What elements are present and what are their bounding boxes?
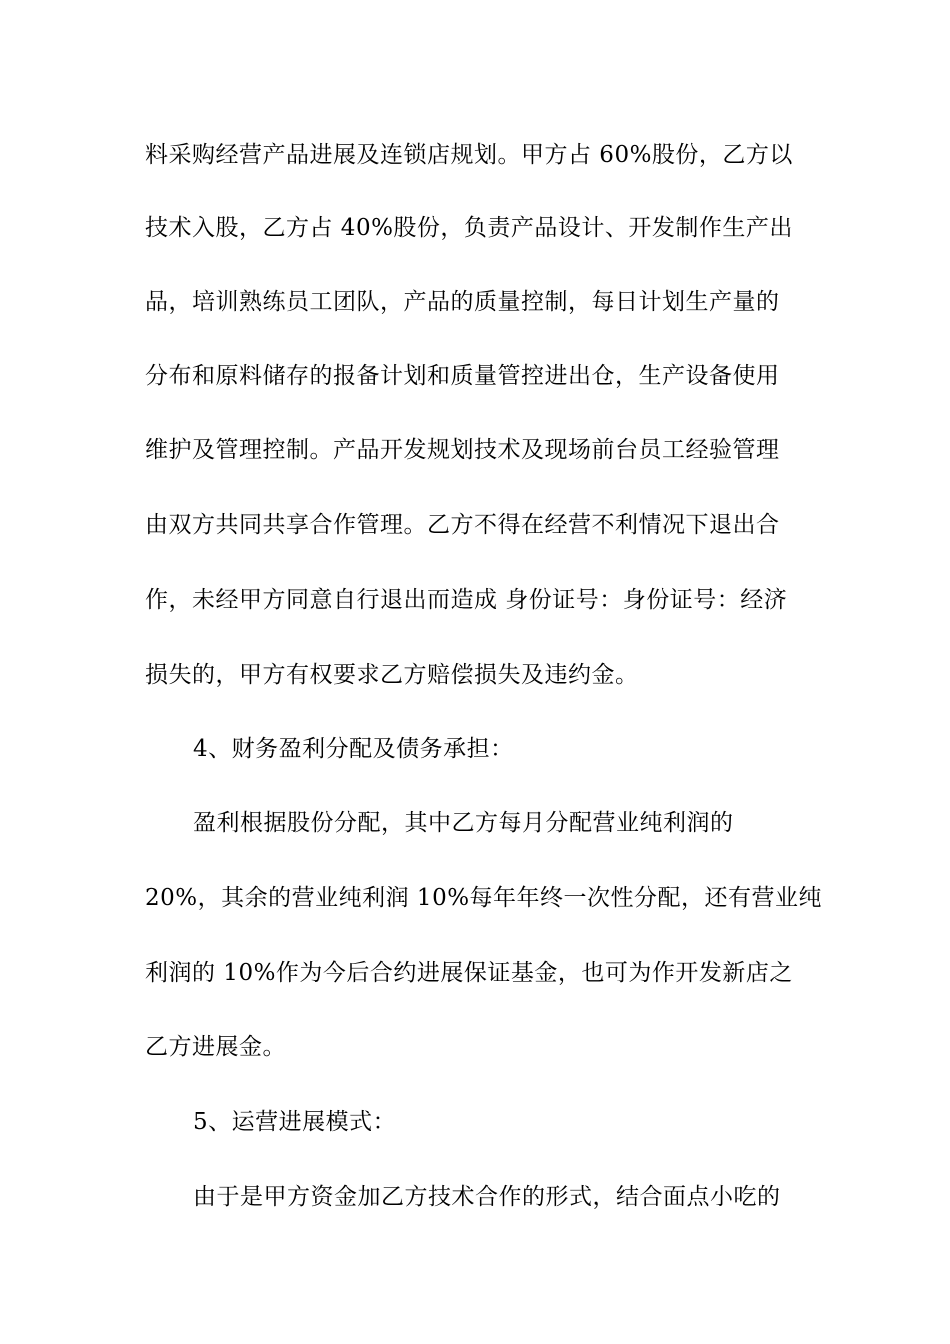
section-heading: 5、运营进展模式：: [193, 1109, 397, 1135]
paragraph-line: 分布和原料储存的报备计划和质量管控进出仓，生产设备使用: [145, 363, 780, 389]
paragraph-line: 作，未经甲方同意自行退出而造成 身份证号：身份证号：经济: [145, 587, 788, 613]
paragraph-line: 技术入股，乙方占 40%股份，负责产品设计、开发制作生产出: [145, 215, 793, 241]
paragraph-line: 利润的 10%作为今后合约进展保证基金，也可为作开发新店之: [145, 960, 793, 986]
section-heading: 4、财务盈利分配及债务承担：: [193, 736, 514, 762]
paragraph-line: 料采购经营产品进展及连锁店规划。甲方占 60%股份，乙方以: [145, 142, 793, 168]
paragraph-line: 维护及管理控制。产品开发规划技术及现场前台员工经验管理: [145, 437, 780, 463]
paragraph-line: 由于是甲方资金加乙方技术合作的形式，结合面点小吃的: [193, 1184, 781, 1210]
paragraph-line: 20%，其余的营业纯利润 10%每年年终一次性分配，还有营业纯: [145, 885, 823, 911]
paragraph-line: 乙方进展金。: [145, 1034, 286, 1060]
paragraph-line: 由双方共同共享合作管理。乙方不得在经营不利情况下退出合: [145, 512, 780, 538]
paragraph-line: 损失的，甲方有权要求乙方赔偿损失及违约金。: [145, 662, 639, 688]
paragraph-line: 盈利根据股份分配，其中乙方每月分配营业纯利润的: [193, 810, 734, 836]
paragraph-line: 品，培训熟练员工团队，产品的质量控制，每日计划生产量的: [145, 289, 780, 315]
